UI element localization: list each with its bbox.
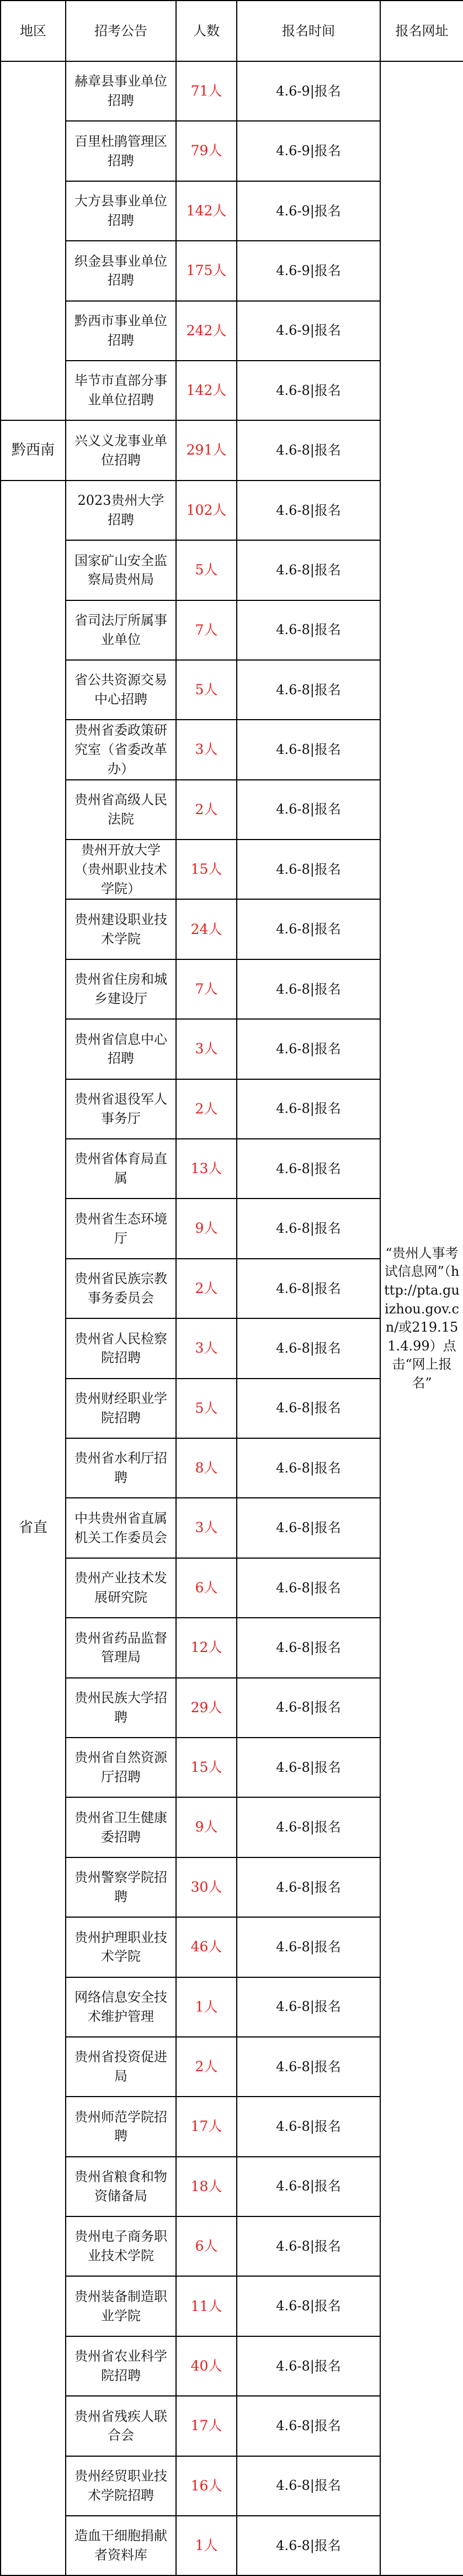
signup-time: 4.6-9|报名 <box>237 241 380 300</box>
signup-time: 4.6-8|报名 <box>237 1019 380 1079</box>
notice-name[interactable]: 兴义义龙事业单位招聘 <box>66 420 176 480</box>
headcount: 2人 <box>176 1259 237 1318</box>
headcount: 1人 <box>176 1977 237 2037</box>
signup-time: 4.6-8|报名 <box>237 540 380 600</box>
notice-name[interactable]: 贵州省自然资源厅招聘 <box>66 1738 176 1797</box>
headcount: 13人 <box>176 1139 237 1199</box>
notice-name[interactable]: 贵州民族大学招聘 <box>66 1678 176 1738</box>
header-row <box>1 1 463 61</box>
notice-name[interactable]: 贵州省投资促进局 <box>66 2037 176 2097</box>
notice-name[interactable]: 贵州省水利厅招聘 <box>66 1438 176 1498</box>
signup-time: 4.6-8|报名 <box>237 2516 380 2575</box>
headcount: 102人 <box>176 481 237 540</box>
table-row <box>1 61 463 121</box>
headcount: 18人 <box>176 2157 237 2216</box>
signup-time: 4.6-8|报名 <box>237 2276 380 2336</box>
headcount: 5人 <box>176 540 237 600</box>
headcount: 1人 <box>176 2516 237 2575</box>
notice-name[interactable]: 省司法厅所属事业单位 <box>66 600 176 660</box>
notice-name[interactable]: 贵州护理职业技术学院 <box>66 1917 176 1977</box>
region-cell-shengzhi: 省直 <box>1 481 66 2576</box>
signup-time: 4.6-9|报名 <box>237 61 380 121</box>
signup-time: 4.6-8|报名 <box>237 780 380 840</box>
notice-name[interactable]: 黔西市事业单位招聘 <box>66 301 176 361</box>
headcount: 16人 <box>176 2456 237 2516</box>
header-region: 地区 <box>1 1 66 61</box>
headcount: 17人 <box>176 2396 237 2456</box>
notice-name[interactable]: 贵州省退役军人事务厅 <box>66 1079 176 1139</box>
headcount: 15人 <box>176 840 237 899</box>
signup-time: 4.6-8|报名 <box>237 361 380 420</box>
headcount: 3人 <box>176 720 237 779</box>
signup-time: 4.6-8|报名 <box>237 1797 380 1857</box>
notice-name[interactable]: 贵州电子商务职业技术学院 <box>66 2216 176 2276</box>
notice-name[interactable]: 贵州产业技术发展研究院 <box>66 1558 176 1618</box>
region-cell-qianxinan: 黔西南 <box>1 420 66 480</box>
signup-time: 4.6-8|报名 <box>237 840 380 899</box>
signup-time: 4.6-8|报名 <box>237 2216 380 2276</box>
headcount: 40人 <box>176 2336 237 2396</box>
signup-time: 4.6-8|报名 <box>237 1738 380 1797</box>
signup-time: 4.6-8|报名 <box>237 1678 380 1738</box>
region-cell-bijie <box>1 61 66 420</box>
signup-time: 4.6-8|报名 <box>237 2396 380 2456</box>
headcount: 15人 <box>176 1738 237 1797</box>
notice-name[interactable]: 贵州省卫生健康委招聘 <box>66 1797 176 1857</box>
notice-name[interactable]: 赫章县事业单位招聘 <box>66 61 176 121</box>
notice-name[interactable]: 网络信息安全技术维护管理 <box>66 1977 176 2037</box>
headcount: 142人 <box>176 361 237 420</box>
headcount: 79人 <box>176 121 237 181</box>
signup-time: 4.6-8|报名 <box>237 1259 380 1318</box>
notice-name[interactable]: 贵州省残疾人联合会 <box>66 2396 176 2456</box>
notice-name[interactable]: 贵州省高级人民法院 <box>66 780 176 840</box>
signup-time: 4.6-9|报名 <box>237 301 380 361</box>
headcount: 29人 <box>176 1678 237 1738</box>
headcount: 6人 <box>176 1558 237 1618</box>
signup-time: 4.6-9|报名 <box>237 181 380 241</box>
headcount: 5人 <box>176 1379 237 1438</box>
signup-time: 4.6-8|报名 <box>237 1558 380 1618</box>
signup-time: 4.6-8|报名 <box>237 2456 380 2516</box>
header-count: 人数 <box>176 1 237 61</box>
headcount: 2人 <box>176 1079 237 1139</box>
headcount: 17人 <box>176 2097 237 2156</box>
signup-time: 4.6-9|报名 <box>237 121 380 181</box>
headcount: 12人 <box>176 1618 237 1677</box>
headcount: 11人 <box>176 2276 237 2336</box>
notice-name[interactable]: 百里杜鹃管理区招聘 <box>66 121 176 181</box>
signup-time: 4.6-8|报名 <box>237 1857 380 1917</box>
headcount: 6人 <box>176 2216 237 2276</box>
notice-name[interactable]: 贵州警察学院招聘 <box>66 1857 176 1917</box>
headcount: 242人 <box>176 301 237 361</box>
notice-name[interactable]: 贵州省农业科学院招聘 <box>66 2336 176 2396</box>
notice-name[interactable]: 大方县事业单位招聘 <box>66 181 176 241</box>
signup-time: 4.6-8|报名 <box>237 1199 380 1258</box>
headcount: 5人 <box>176 660 237 720</box>
signup-time: 4.6-8|报名 <box>237 2037 380 2097</box>
notice-name[interactable]: 省公共资源交易中心招聘 <box>66 660 176 720</box>
headcount: 3人 <box>176 1498 237 1558</box>
notice-name[interactable]: 贵州省委政策研究室（省委改革办） <box>66 720 176 779</box>
notice-name[interactable]: 中共贵州省直属机关工作委员会 <box>66 1498 176 1558</box>
notice-name[interactable]: 贵州省信息中心招聘 <box>66 1019 176 1079</box>
notice-name[interactable]: 贵州经贸职业技术学院招聘 <box>66 2456 176 2516</box>
notice-name[interactable]: 贵州省体育局直属 <box>66 1139 176 1199</box>
signup-time: 4.6-8|报名 <box>237 1379 380 1438</box>
headcount: 46人 <box>176 1917 237 1977</box>
notice-name[interactable]: 贵州省粮食和物资储备局 <box>66 2157 176 2216</box>
notice-name[interactable]: 贵州建设职业技术学院 <box>66 899 176 959</box>
notice-name[interactable]: 贵州省人民检察院招聘 <box>66 1318 176 1378</box>
notice-name[interactable]: 贵州开放大学（贵州职业技术学院） <box>66 840 176 899</box>
headcount: 2人 <box>176 780 237 840</box>
headcount: 175人 <box>176 241 237 300</box>
notice-name[interactable]: 贵州财经职业学院招聘 <box>66 1379 176 1438</box>
notice-name[interactable]: 贵州省住房和城乡建设厅 <box>66 959 176 1019</box>
signup-time: 4.6-8|报名 <box>237 660 380 720</box>
signup-time: 4.6-8|报名 <box>237 1977 380 2037</box>
headcount: 2人 <box>176 2037 237 2097</box>
signup-time: 4.6-8|报名 <box>237 1498 380 1558</box>
headcount: 71人 <box>176 61 237 121</box>
notice-name[interactable]: 造血干细胞捐献者资料库 <box>66 2516 176 2575</box>
signup-time: 4.6-8|报名 <box>237 1917 380 1977</box>
headcount: 3人 <box>176 1318 237 1378</box>
notice-name[interactable]: 毕节市直部分事业单位招聘 <box>66 361 176 420</box>
signup-time: 4.6-8|报名 <box>237 1139 380 1199</box>
notice-name[interactable]: 贵州省民族宗教事务委员会 <box>66 1259 176 1318</box>
signup-time: 4.6-8|报名 <box>237 481 380 540</box>
notice-name[interactable]: 贵州省生态环境厅 <box>66 1199 176 1258</box>
header-notice: 招考公告 <box>66 1 176 61</box>
signup-time: 4.6-8|报名 <box>237 2097 380 2156</box>
notice-name[interactable]: 2023贵州大学招聘 <box>66 481 176 540</box>
site-note-text[interactable]: “贵州人事考试信息网”（http://pta.guizhou.gov.cn/或219.151.4.99）点击“网上报名” <box>384 1245 460 1391</box>
signup-time: 4.6-8|报名 <box>237 420 380 480</box>
notice-name[interactable]: 贵州省药品监督管理局 <box>66 1618 176 1677</box>
headcount: 3人 <box>176 1019 237 1079</box>
signup-time: 4.6-8|报名 <box>237 1618 380 1677</box>
headcount: 30人 <box>176 1857 237 1917</box>
site-note <box>380 61 463 2575</box>
signup-time: 4.6-8|报名 <box>237 2336 380 2396</box>
signup-time: 4.6-8|报名 <box>237 959 380 1019</box>
signup-time: 4.6-8|报名 <box>237 2157 380 2216</box>
notice-name[interactable]: 国家矿山安全监察局贵州局 <box>66 540 176 600</box>
notice-name[interactable]: 贵州师范学院招聘 <box>66 2097 176 2156</box>
signup-time: 4.6-8|报名 <box>237 1079 380 1139</box>
headcount: 8人 <box>176 1438 237 1498</box>
signup-time: 4.6-8|报名 <box>237 720 380 779</box>
notice-name[interactable]: 织金县事业单位招聘 <box>66 241 176 300</box>
signup-time: 4.6-8|报名 <box>237 899 380 959</box>
headcount: 7人 <box>176 959 237 1019</box>
signup-time: 4.6-8|报名 <box>237 1318 380 1378</box>
headcount: 142人 <box>176 181 237 241</box>
signup-time: 4.6-8|报名 <box>237 600 380 660</box>
header-site: 报名网址 <box>380 1 463 61</box>
header-time: 报名时间 <box>237 1 380 61</box>
notice-name[interactable]: 贵州装备制造职业学院 <box>66 2276 176 2336</box>
headcount: 7人 <box>176 600 237 660</box>
headcount: 9人 <box>176 1199 237 1258</box>
headcount: 24人 <box>176 899 237 959</box>
headcount: 291人 <box>176 420 237 480</box>
signup-time: 4.6-8|报名 <box>237 1438 380 1498</box>
headcount: 9人 <box>176 1797 237 1857</box>
